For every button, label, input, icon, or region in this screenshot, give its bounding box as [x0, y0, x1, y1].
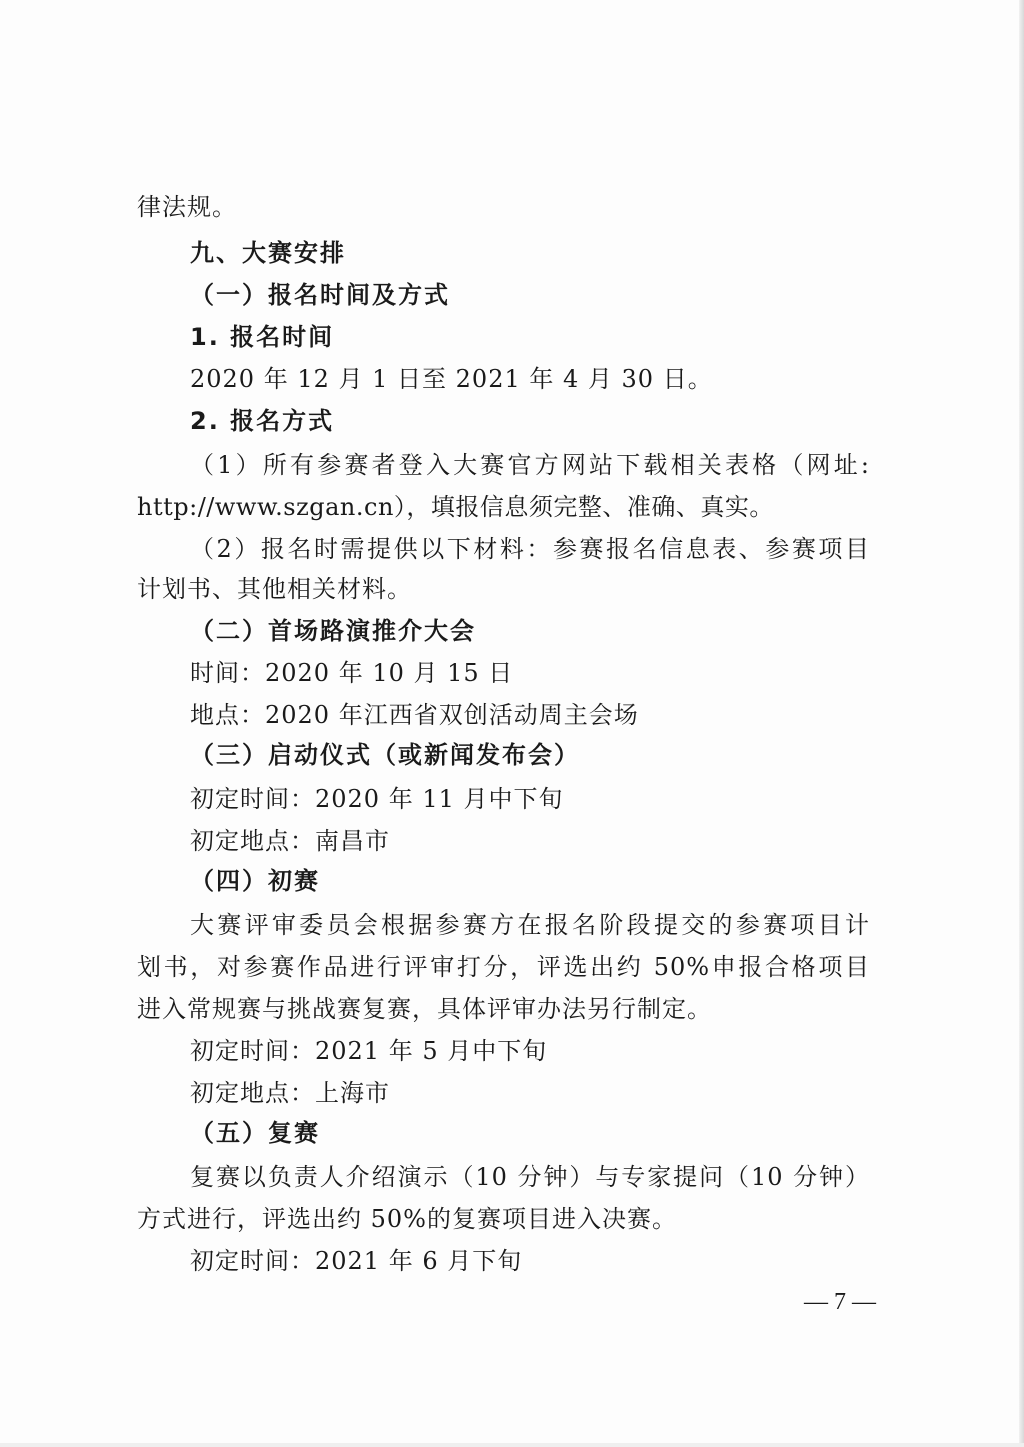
body-line: 划书，对参赛作品进行评审打分，评选出约 50%申报合格项目: [137, 953, 870, 981]
subsection-heading: （四）初赛: [190, 867, 320, 895]
body-line: （2）报名时需提供以下材料：参赛报名信息表、参赛项目: [190, 535, 870, 563]
subsection-heading: （五）复赛: [190, 1119, 320, 1147]
body-line: 2020 年 12 月 1 日至 2021 年 4 月 30 日。: [190, 365, 713, 393]
body-line: 律法规。: [137, 193, 237, 221]
section-heading: 九、大赛安排: [190, 239, 346, 267]
scan-edge-bottom: [0, 1443, 1024, 1447]
body-line: 时间：2020 年 10 月 15 日: [190, 659, 514, 687]
body-line: 初定时间：2021 年 6 月下旬: [190, 1247, 523, 1275]
item-heading: 1. 报名时间: [190, 323, 335, 351]
body-line: 初定时间：2021 年 5 月中下旬: [190, 1037, 548, 1065]
body-line: 大赛评审委员会根据参赛方在报名阶段提交的参赛项目计: [190, 911, 870, 939]
body-line: 初定时间：2020 年 11 月中下旬: [190, 785, 564, 813]
body-line: 进入常规赛与挑战赛复赛，具体评审办法另行制定。: [137, 995, 712, 1023]
website-line: http://www.szgan.cn），填报信息须完整、准确、真实。: [137, 493, 774, 521]
subsection-heading: （三）启动仪式（或新闻发布会）: [190, 741, 580, 769]
body-line: 初定地点：上海市: [190, 1079, 390, 1107]
body-line: 计划书、其他相关材料。: [137, 575, 412, 603]
page-number: — 7 —: [804, 1289, 876, 1315]
subsection-heading: （二）首场路演推介大会: [190, 617, 476, 645]
body-line: 复赛以负责人介绍演示（10 分钟）与专家提问（10 分钟）: [190, 1163, 870, 1191]
body-line: 方式进行，评选出约 50%的复赛项目进入决赛。: [137, 1205, 677, 1233]
body-line: （1）所有参赛者登入大赛官方网站下载相关表格（网址:: [190, 451, 870, 479]
body-line: 地点：2020 年江西省双创活动周主会场: [190, 701, 639, 729]
item-heading: 2. 报名方式: [190, 407, 335, 435]
subsection-heading: （一）报名时间及方式: [190, 281, 450, 309]
body-line: 初定地点：南昌市: [190, 827, 390, 855]
